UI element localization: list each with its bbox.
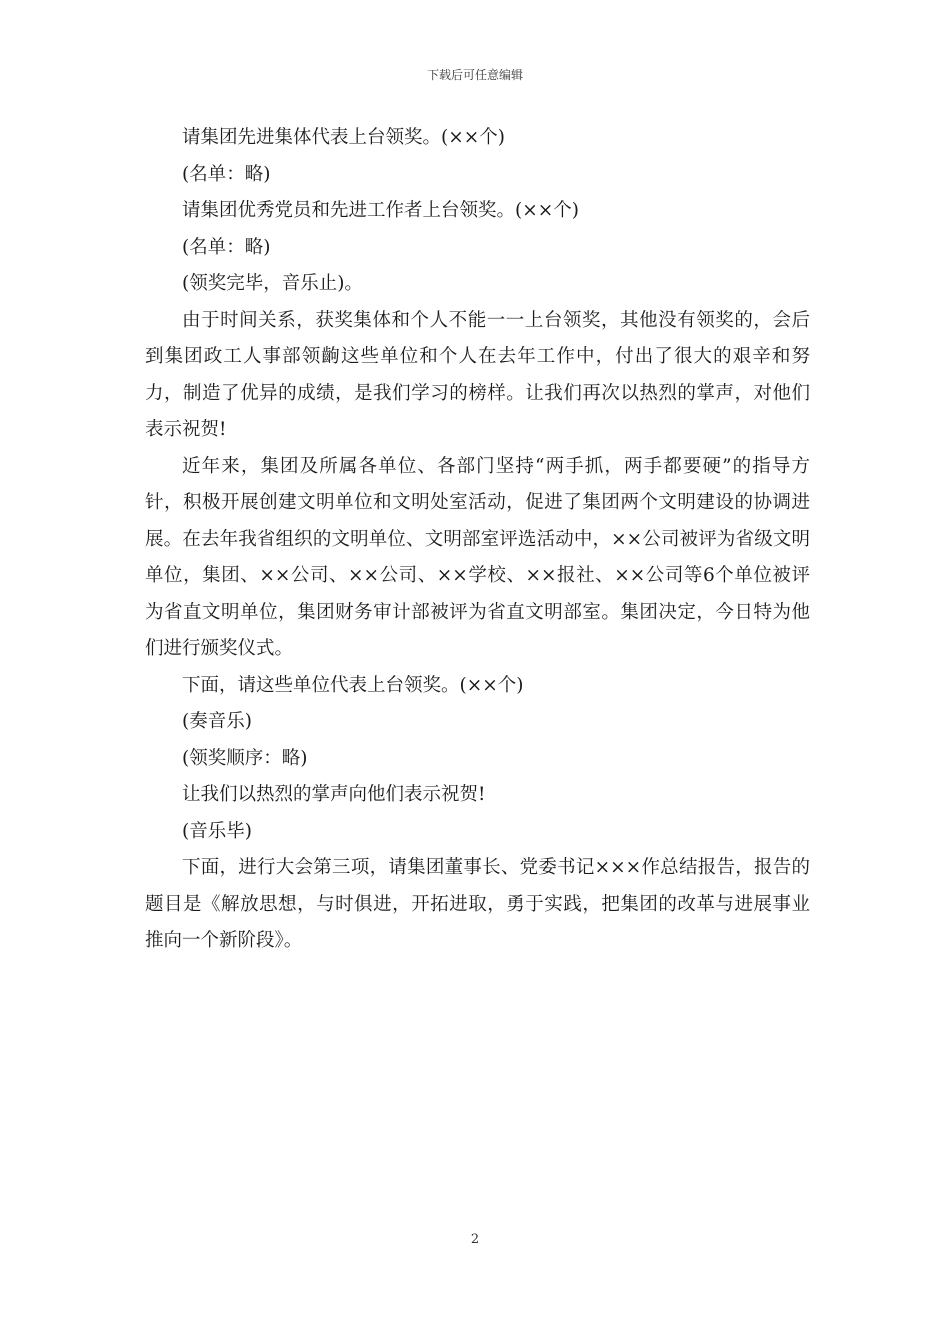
paragraph-11: 让我们以热烈的掌声向他们表示祝贺! — [182, 784, 486, 805]
paragraph-3: 请集团优秀党员和先进工作者上台领奖。(××个) — [182, 200, 579, 221]
paragraph-9: (奏音乐) — [182, 711, 252, 732]
paragraph-4: (名单：略) — [182, 236, 271, 258]
paragraph-2: (名单：略) — [182, 163, 271, 185]
paragraph-1: 请集团先进集体代表上台领奖。(××个) — [182, 127, 505, 148]
paragraph-7: 近年来，集团及所属各单位、各部门坚持“两手抓，两手都要硬”的指导方针，积极开展创建文明单位和文明处室活动，促进了集团两个文明建设的协调进展。在去年我省组织的文明单位、文明部室评选活动中，××公司被评为省级文明单位，集团、××公司、××公司、××学校、××报社、××公司等6个单位被评为省直文明单位，集团财务审计部被评为省直文明部室。集团决定，今日特为他们进行颁奖仪式。 — [145, 455, 810, 659]
paragraph-6: 由于时间关系，获奖集体和个人不能一一上台领奖，其他没有领奖的，会后到集团政工人事部领齣这些单位和个人在去年工作中，付出了很大的艰辛和努力，制造了优异的成绩，是我们学习的榜样。让我们再次以热烈的掌声，对他们表示祝贺! — [145, 309, 810, 440]
paragraph-10: (领奖顺序：略) — [182, 747, 308, 769]
paragraph-13: 下面，进行大会第三项，请集团董事长、党委书记×××作总结报告，报告的题目是《解放思想，与时俱进，开拓进取，勇于实践，把集团的改革与进展事业推向一个新阶段》。 — [145, 857, 810, 951]
page-number: 2 — [470, 1232, 480, 1247]
paragraph-12: (音乐毕) — [182, 820, 252, 842]
paragraph-5: (领奖完毕，音乐止)。 — [182, 273, 363, 294]
paragraph-8: 下面，请这些单位代表上台领奖。(××个) — [182, 674, 524, 696]
document-body — [145, 120, 810, 960]
page-header: 下载后可任意编辑 — [426, 68, 523, 82]
